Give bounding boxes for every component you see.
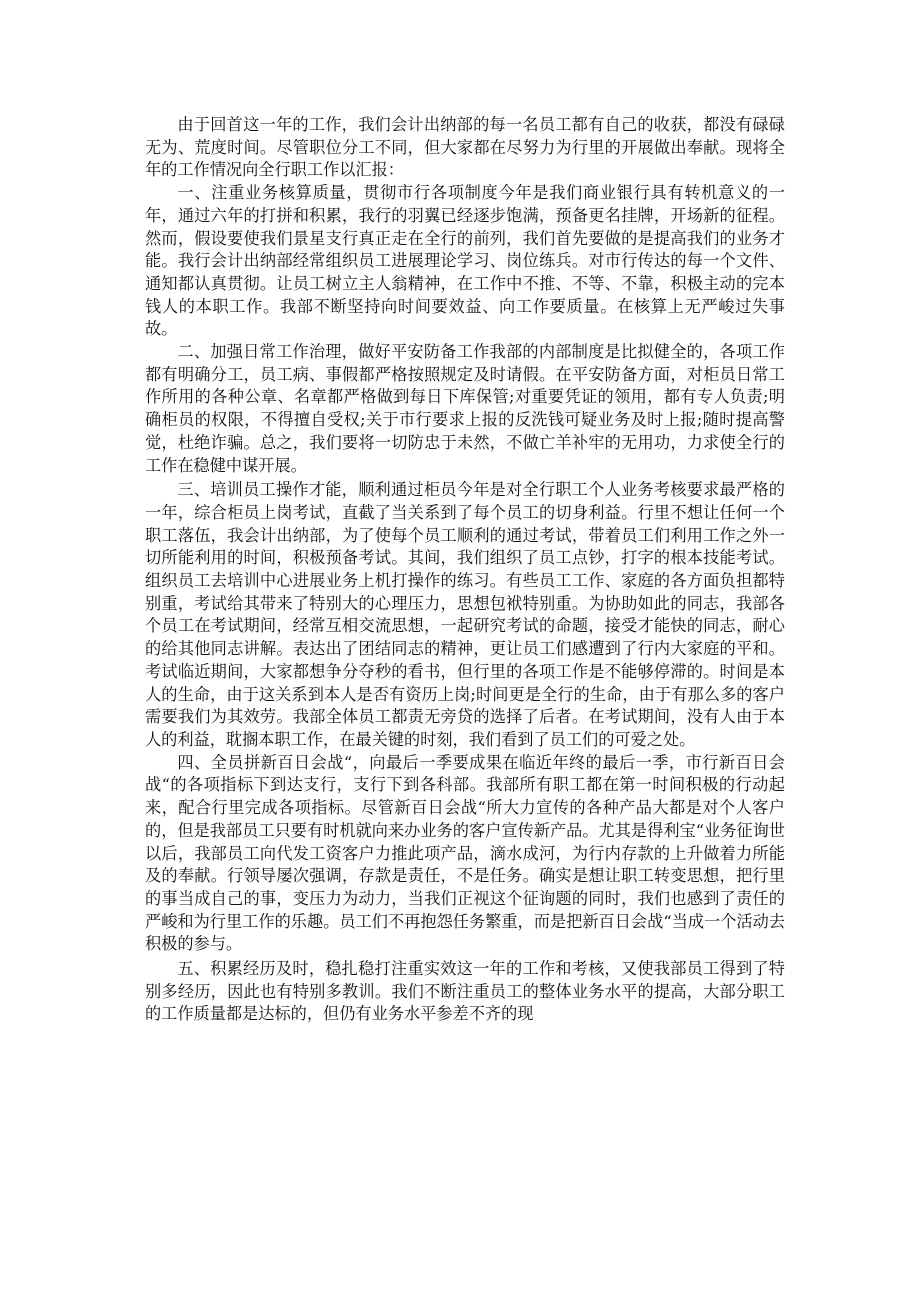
paragraph-section-2: 二、加强日常工作治理，做好平安防备工作我部的内部制度是比拟健全的，各项工作都有明确分工，员工病、事假都严格按照规定及时请假。在平安防备方面，对柜员日常工作所用的各种公章、名章都严格做到每日下库保管;对重要凭证的领用，都有专人负责;明确柜员的权限，不得擅自受权;关于市行要求上报的反洗钱可疑业务及时上报;随时提高警觉，杜绝诈骗。总之，我们要将一切防忠于未然，不做亡羊补牢的无用功，力求使全行的工作在稳健中谋开展。: [145, 342, 785, 475]
paragraph-section-1: 一、注重业务核算质量，贯彻市行各项制度今年是我们商业银行具有转机意义的一年，通过六年的打拼和积累，我行的羽翼已经逐步饱满，预备更名挂牌，开场新的征程。然而，假设要使我们景星支行真正走在全行的前列，我们首先要做的是提高我们的业务才能。我行会计出纳部经常组织员工进展理论学习、岗位练兵。对市行传达的每一个文件、通知都认真贯彻。让员工树立主人翁精神，在工作中不推、不等、不靠，积极主动的完本钱人的本职工作。我部不断坚持向时间要效益、向工作要质量。在核算上无严峻过失事故。: [145, 183, 785, 339]
paragraph-intro: 由于回首这一年的工作，我们会计出纳部的每一名员工都有自己的收获，都没有碌碌无为、荒度时间。尽管职位分工不同，但大家都在尽努力为行里的开展做出奉献。现将全年的工作情况向全行职工作以汇报：: [145, 115, 785, 180]
paragraph-section-4: 四、全员拼新百日会战“，向最后一季要成果在临近年终的最后一季，市行新百日会战“的各项指标下到达支行，支行下到各科部。我部所有职工都在第一时间积极的行动起来，配合行里完成各项指标。尽管新百日会战“所大力宣传的各种产品大都是对个人客户的，但是我部员工只要有时机就向来办业务的客户宣传新产品。尤其是得利宝“业务征询世以后，我部员工向代发工资客户力推此项产品，滴水成河，为行内存款的上升做着力所能及的奉献。行领导屡次强调，存款是责任，不是任务。确实是想让职工转变思想，把行里的事当成自己的事，变压力为动力，当我们正视这个征询题的同时，我们也感到了责任的严峻和为行里工作的乐趣。员工们不再抱怨任务繁重，而是把新百日会战“当成一个活动去积极的参与。: [145, 752, 785, 954]
document-body: [145, 114, 785, 1026]
paragraph-section-5: 五、积累经历及时，稳扎稳打注重实效这一年的工作和考核，又使我部员工得到了特别多经历，因此也有特别多教训。我们不断注重员工的整体业务水平的提高，大部分职工的工作质量都是达标的，但仍有业务水平参差不齐的现: [145, 959, 785, 1024]
paragraph-section-3: 三、培训员工操作才能，顺利通过柜员今年是对全行职工个人业务考核要求最严格的一年，综合柜员上岗考试，直截了当关系到了每个员工的切身利益。行里不想让任何一个职工落伍，我会计出纳部，为了使每个员工顺利的通过考试，带着员工们利用工作之外一切所能利用的时间，积极预备考试。其间，我们组织了员工点钞，打字的根本技能考试。组织员工去培训中心进展业务上机打操作的练习。有些员工工作、家庭的各方面负担都特别重，考试给其带来了特别大的心理压力，思想包袱特别重。为协助如此的同志，我部各个员工在考试期间，经常互相交流思想，一起研究考试的命题，接受才能快的同志，耐心的给其他同志讲解。表达出了团结同志的精神，更让员工们感遭到了行内大家庭的平和。考试临近期间，大家都想争分夺秒的看书，但行里的各项工作是不能够停滞的。时间是本人的生命，由于这关系到本人是否有资历上岗;时间更是全行的生命，由于有那么多的客户需要我们为其效劳。我部全体员工都责无旁贷的选择了后者。在考试期间，没有人由于本人的利益，耽搁本职工作，在最关键的时刻，我们看到了员工们的可爱之处。: [145, 480, 785, 749]
